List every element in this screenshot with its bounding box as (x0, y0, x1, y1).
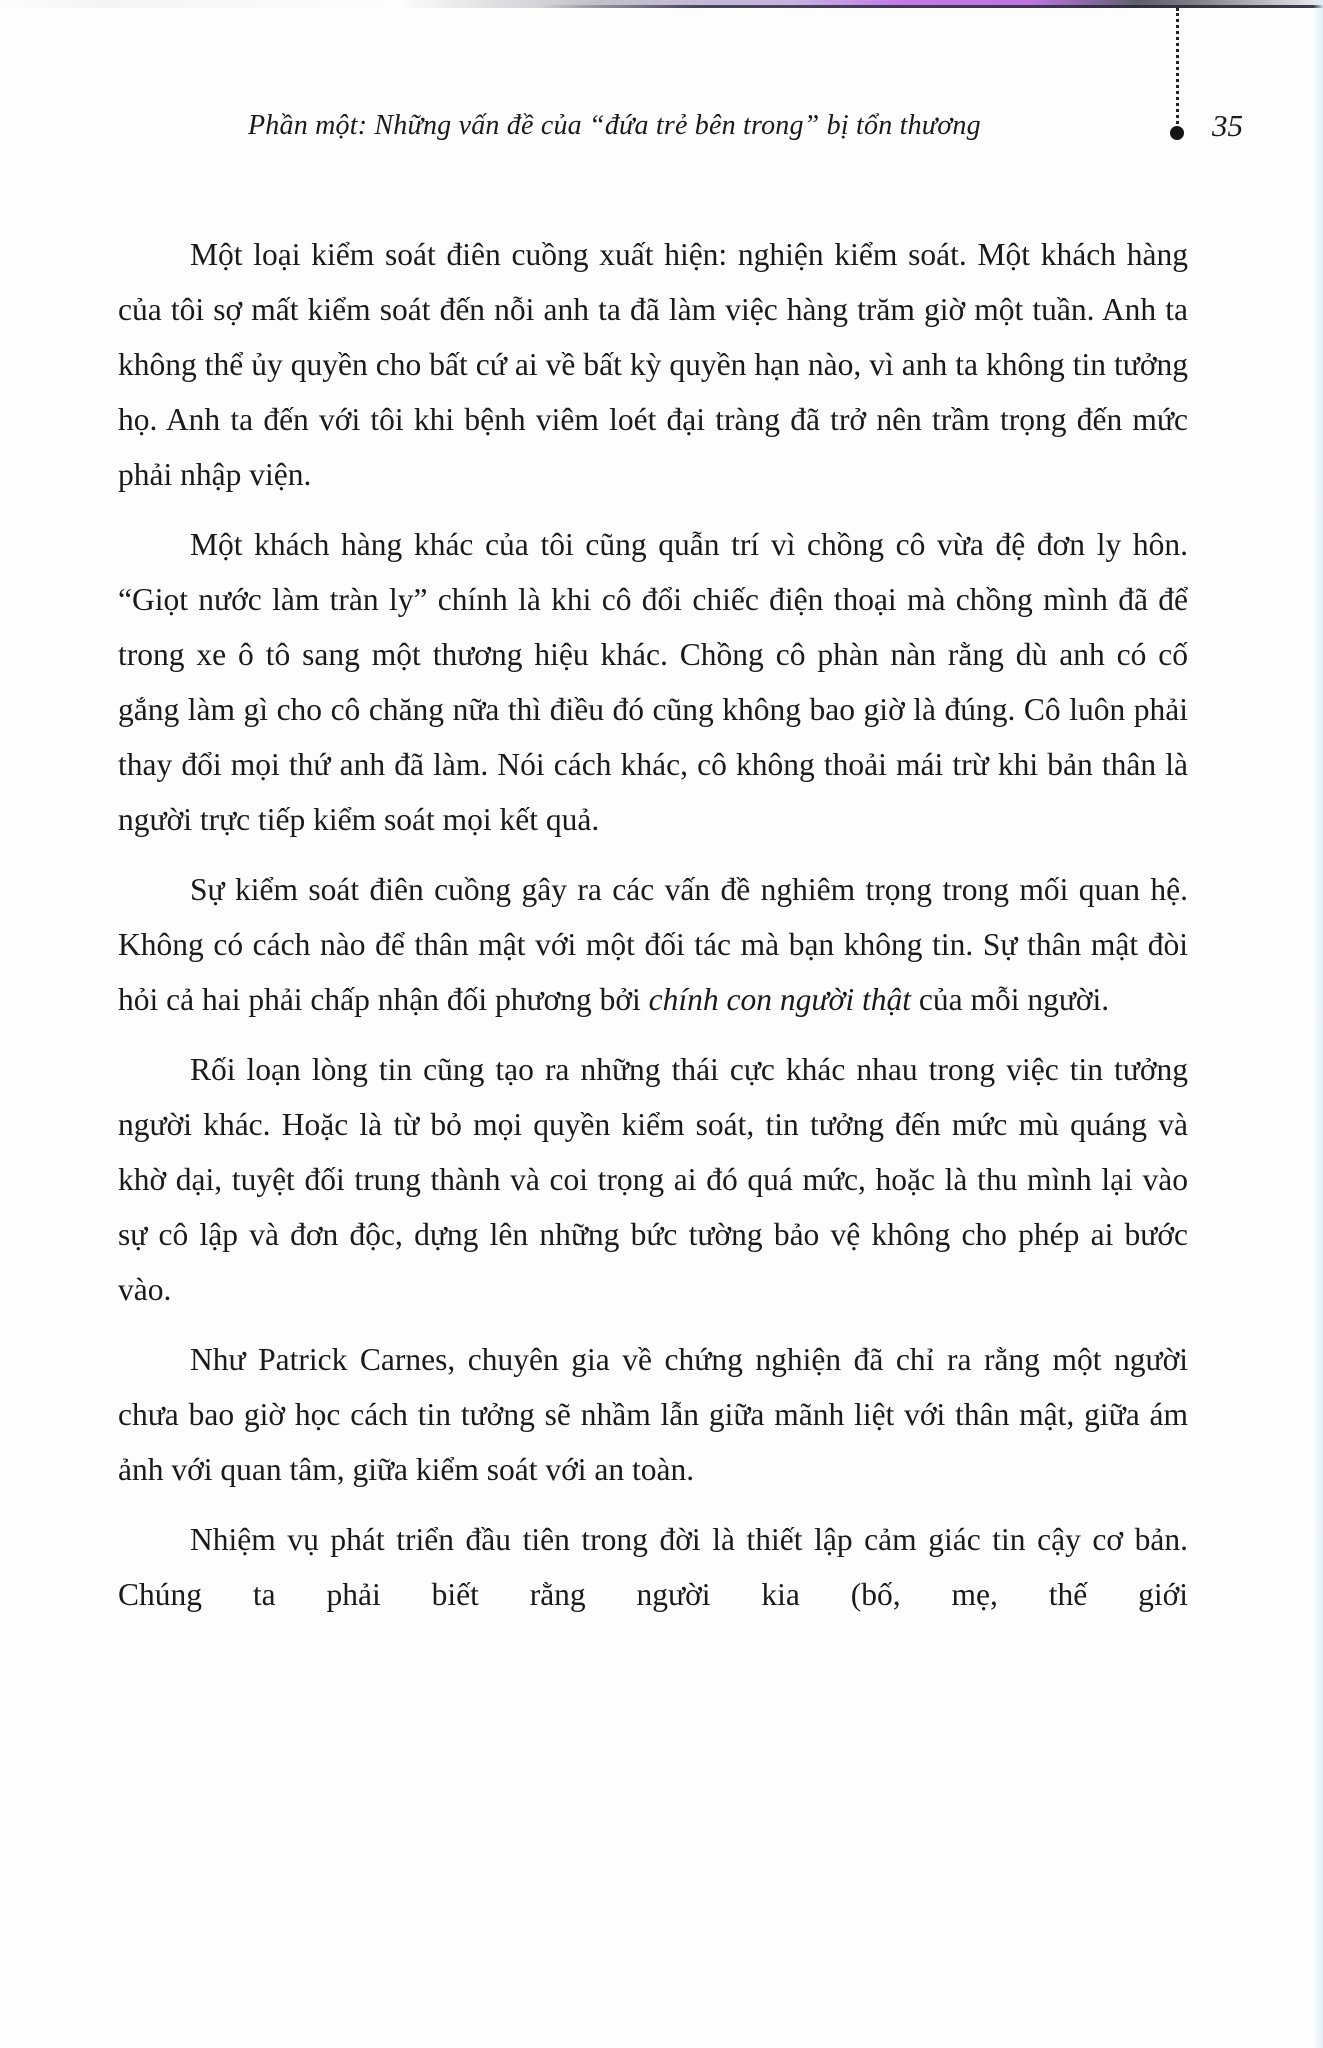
page-number: 35 (1212, 108, 1243, 143)
body-text (118, 227, 1188, 1637)
paragraph (118, 1332, 1188, 1497)
scan-right-edge-tint (1313, 0, 1323, 2048)
paragraph (118, 517, 1188, 847)
paragraph-text: Một loại kiểm soát điên cuồng xuất hiện: nghiện kiểm soát. Một khách hàng của tôi sợ mất kiểm soát đến nỗi anh ta đã làm việc hàng trăm giờ một tuần. Anh ta không thể ủy quyền cho bất cứ ai về bất kỳ quyền hạn nào, vì anh ta không tin tưởng họ. Anh ta đến với tôi khi bệnh viêm loét đại tràng đã trở nên trầm trọng đến mức phải nhập viện. (118, 237, 1188, 492)
paragraph-text: Nhiệm vụ phát triển đầu tiên trong đời là thiết lập cảm giác tin cậy cơ bản. Chúng ta phải biết rằng người kia (bố, mẹ, thế giới (118, 1522, 1188, 1612)
running-header: Phần một: Những vấn đề của “đứa trẻ bên trong” bị tổn thương (248, 110, 981, 141)
paragraph (118, 862, 1188, 1027)
emphasized-phrase: chính con người thật (648, 982, 911, 1017)
paragraph-text: Rối loạn lòng tin cũng tạo ra những thái cực khác nhau trong việc tin tưởng người khác. Hoặc là từ bỏ mọi quyền kiểm soát, tin tưởng đến mức mù quáng và khờ dại, tuyệt đối trung thành và coi trọng ai đó quá mức, hoặc là thu mình lại vào sự cô lập và đơn độc, dựng lên những bức tường bảo vệ không cho phép ai bước vào. (118, 1052, 1188, 1307)
paragraph (118, 1042, 1188, 1317)
paragraph-text: Như Patrick Carnes, chuyên gia về chứng nghiện đã chỉ ra rằng một người chưa bao giờ học cách tin tưởng sẽ nhầm lẫn giữa mãnh liệt với thân mật, giữa ám ảnh với quan tâm, giữa kiểm soát với an toàn. (118, 1342, 1188, 1487)
paragraph-text: Một khách hàng khác của tôi cũng quẫn trí vì chồng cô vừa đệ đơn ly hôn. “Giọt nước làm tràn ly” chính là khi cô đổi chiếc điện thoại mà chồng mình đã để trong xe ô tô sang một thương hiệu khác. Chồng cô phàn nàn rằng dù anh có cố gắng làm gì cho cô chăng nữa thì điều đó cũng không bao giờ là đúng. Cô luôn phải thay đổi mọi thứ anh đã làm. Nói cách khác, cô không thoải mái trừ khi bản thân là người trực tiếp kiểm soát mọi kết quả. (118, 527, 1188, 837)
bullet-dot-icon (1170, 126, 1184, 140)
paragraph-text-tail: của mỗi người. (910, 982, 1110, 1017)
dotted-vertical-rule (1176, 8, 1179, 130)
paragraph-text: Sự kiểm soát điên cuồng gây ra các vấn đề nghiêm trọng trong mối quan hệ. Không có cách nào để thân mật với một đối tác mà bạn không tin. Sự thân mật đòi hỏi cả hai phải chấp nhận đối phương bởi (118, 872, 1188, 1017)
paragraph (118, 227, 1188, 502)
scan-top-edge-line (540, 5, 1323, 8)
paragraph-continued (118, 1512, 1188, 1622)
